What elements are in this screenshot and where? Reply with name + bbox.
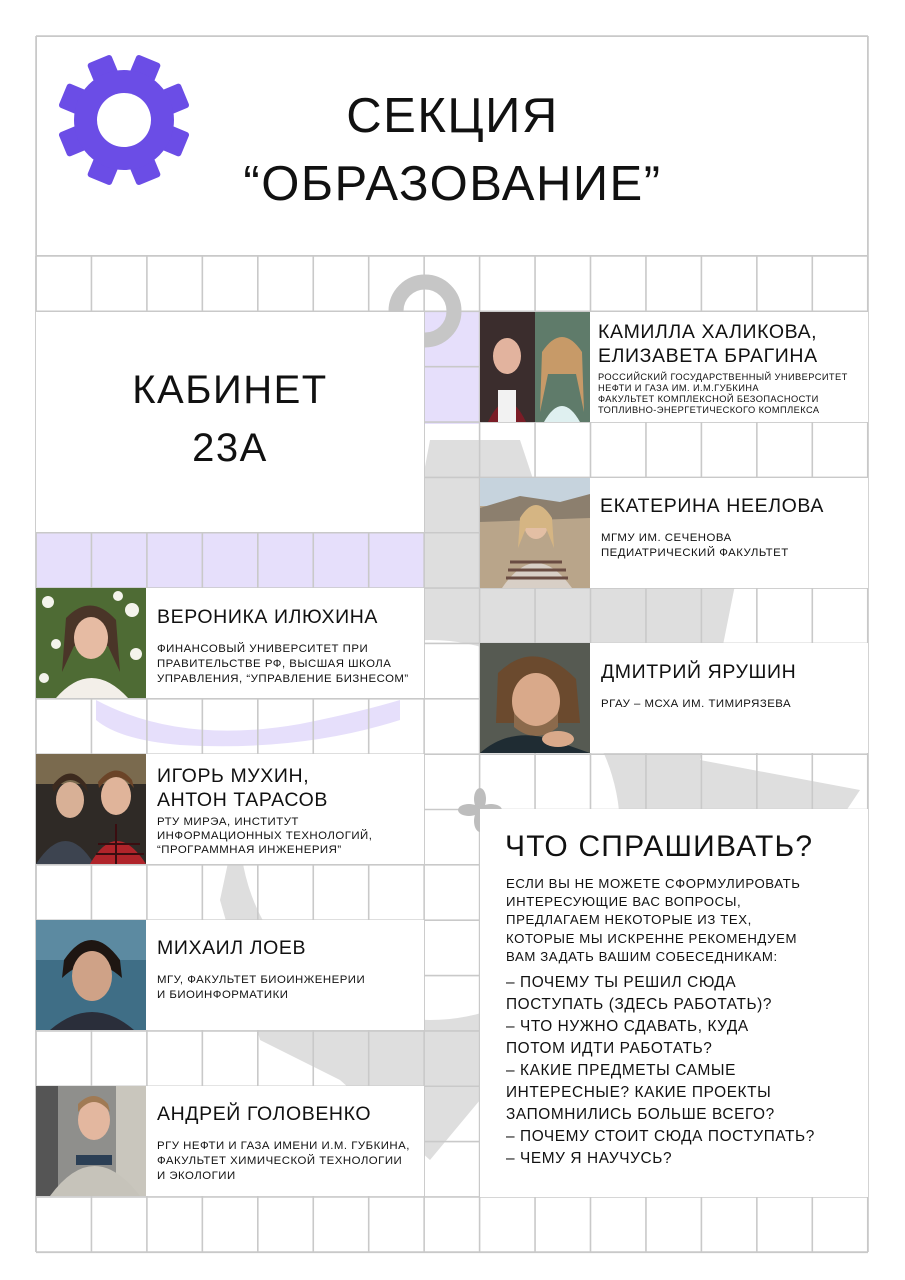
person-affiliation-line: РГУ НЕФТИ И ГАЗА ИМЕНИ И.М. ГУБКИНА, [157,1140,410,1152]
person-photo [36,754,146,864]
cabinet-number: 23А [192,426,268,470]
questions-intro-line: ВАМ ЗАДАТЬ ВАШИМ СОБЕСЕДНИКАМ: [506,948,778,964]
person-affiliation-line: РТУ МИРЭА, ИНСТИТУТ [157,816,299,828]
questions-intro [506,875,856,966]
person-affiliation-line: ТОПЛИВНО-ЭНЕРГЕТИЧЕСКОГО КОМПЛЕКСА [598,405,820,415]
question-item: ПОТОМ ИДТИ РАБОТАТЬ? [506,1040,713,1057]
person-affiliation-line: РОССИЙСКИЙ ГОСУДАРСТВЕННЫЙ УНИВЕРСИТЕТ [598,372,848,382]
person-name: ИГОРЬ МУХИН, [157,765,310,787]
question-item: – ПОЧЕМУ ТЫ РЕШИЛ СЮДА [506,974,737,991]
person-affiliation-line: И ЭКОЛОГИИ [157,1170,236,1182]
question-item: ИНТЕРЕСНЫЕ? КАКИЕ ПРОЕКТЫ [506,1084,772,1101]
person-photo [36,588,146,698]
person-photo [480,478,590,588]
person-name: ДМИТРИЙ ЯРУШИН [601,661,797,683]
cabinet-panel [36,312,424,532]
person-affiliation-line: ФИНАНСОВЫЙ УНИВЕРСИТЕТ ПРИ [157,643,369,655]
person-affiliation-line: ФАКУЛЬТЕТ ХИМИЧЕСКОЙ ТЕХНОЛОГИИ [157,1155,403,1167]
person-affiliation-line: НЕФТИ И ГАЗА ИМ. И.М.ГУБКИНА [598,383,760,393]
person-photo [480,643,590,753]
questions-intro-line: КОТОРЫЕ МЫ ИСКРЕННЕ РЕКОМЕНДУЕМ [506,930,798,946]
cabinet-label: КАБИНЕТ [132,368,328,412]
questions-title: ЧТО СПРАШИВАТЬ? [505,830,814,863]
question-item: ЗАПОМНИЛИСЬ БОЛЬШЕ ВСЕГО? [506,1106,775,1123]
person-affiliation-line: МГУ, ФАКУЛЬТЕТ БИОИНЖЕНЕРИИ [157,974,366,986]
page-title-line1: СЕКЦИЯ [346,89,559,143]
questions-intro-line: ЕСЛИ ВЫ НЕ МОЖЕТЕ СФОРМУЛИРОВАТЬ [506,876,801,891]
person-affiliation-line: ПРАВИТЕЛЬСТВЕ РФ, ВЫСШАЯ ШКОЛА [157,658,392,670]
person-name: АНТОН ТАРАСОВ [157,789,328,811]
person-photo [36,1086,146,1196]
page-title-line2: “ОБРАЗОВАНИЕ” [243,157,662,211]
person-name: ЕЛИЗАВЕТА БРАГИНА [598,345,818,367]
question-item: – ЧТО НУЖНО СДАВАТЬ, КУДА [506,1018,749,1035]
person-affiliation-line: ИНФОРМАЦИОННЫХ ТЕХНОЛОГИЙ, [157,830,373,842]
person-name: ЕКАТЕРИНА НЕЕЛОВА [600,495,824,517]
person-affiliation-line: ФАКУЛЬТЕТ КОМПЛЕКСНОЙ БЕЗОПАСНОСТИ [598,394,819,404]
question-item: ПОСТУПАТЬ (ЗДЕСЬ РАБОТАТЬ)? [506,996,773,1013]
person-affiliation-line: МГМУ ИМ. СЕЧЕНОВА [601,532,732,544]
person-name: АНДРЕЙ ГОЛОВЕНКО [157,1103,372,1125]
questions-intro-line: ПРЕДЛАГАЕМ НЕКОТОРЫЕ ИЗ ТЕХ, [506,912,752,928]
person-affiliation-line: РГАУ – МСХА ИМ. ТИМИРЯЗЕВА [601,698,792,710]
question-item: – ЧЕМУ Я НАУЧУСЬ? [506,1150,673,1167]
person-affiliation-line: “ПРОГРАММНАЯ ИНЖЕНЕРИЯ” [157,844,342,856]
person-affiliation-line: И БИОИНФОРМАТИКИ [157,989,289,1001]
person-photo [36,920,146,1030]
person-photo [480,312,590,422]
question-item: – ПОЧЕМУ СТОИТ СЮДА ПОСТУПАТЬ? [506,1128,815,1145]
person-name: ВЕРОНИКА ИЛЮХИНА [157,606,378,628]
questions-intro-line: ИНТЕРЕСУЮЩИЕ ВАС ВОПРОСЫ, [506,894,742,910]
person-name: КАМИЛЛА ХАЛИКОВА, [598,321,818,343]
person-affiliation-line: УПРАВЛЕНИЯ, “УПРАВЛЕНИЕ БИЗНЕСОМ” [157,673,409,685]
person-name: МИХАИЛ ЛОЕВ [157,937,307,959]
person-affiliation-line: ПЕДИАТРИЧЕСКИЙ ФАКУЛЬТЕТ [601,547,789,559]
questions-list [506,972,861,1170]
question-item: – КАКИЕ ПРЕДМЕТЫ САМЫЕ [506,1062,736,1079]
